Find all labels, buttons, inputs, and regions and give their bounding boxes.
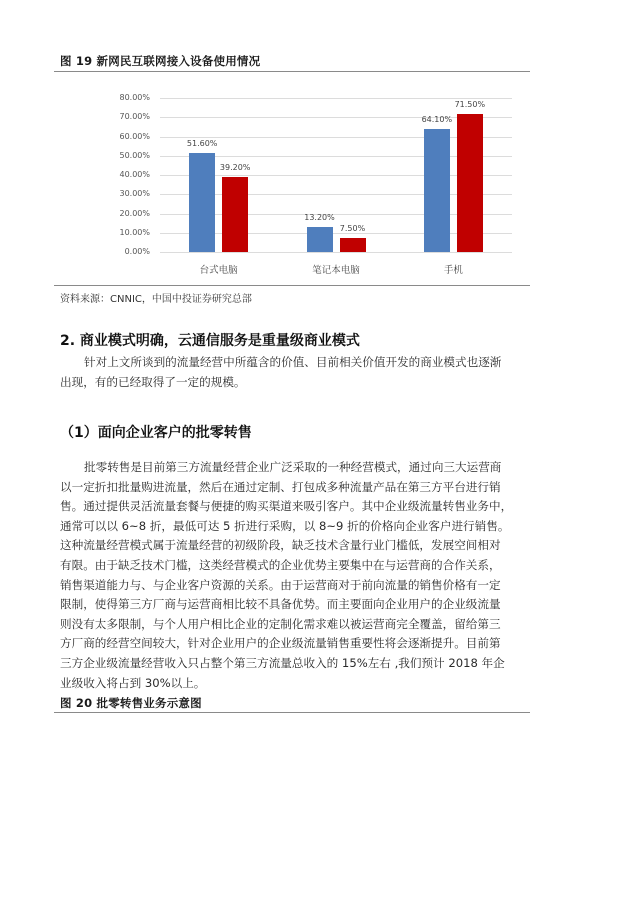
- figure-19-source: 资料来源：CNNIC，中国中投证券研究总部: [60, 294, 252, 305]
- paragraph-line: 限制，使得第三方厂商与运营商相比较不具备优势。而主要面向企业用户的企业级流量: [60, 597, 501, 612]
- data-label: 39.20%: [219, 162, 251, 172]
- paragraph-line: 业级收入将占到 30%以上。: [60, 675, 206, 690]
- data-label: 13.20%: [304, 212, 335, 222]
- data-label: 7.50%: [339, 223, 366, 233]
- figure-19-title-rule: [54, 71, 530, 72]
- figure-20-title-rule: [54, 712, 530, 713]
- x-category-label: 台式电脑: [199, 265, 238, 276]
- bar: [424, 129, 450, 252]
- paragraph-line: 有限。由于缺乏技术门槛，这类经营模式的企业优势主要集中在与运营商的合作关系，: [60, 557, 501, 572]
- y-tick-label: 60.00%: [119, 131, 150, 141]
- bar: [222, 177, 248, 252]
- gridline: [160, 252, 512, 253]
- paragraph-line: 销售渠道能力与、与企业客户资源的关系。由于运营商对于前向流量的销售价格有一定: [60, 577, 501, 592]
- x-category-label: 手机: [443, 265, 463, 276]
- paragraph-line: 三方企业级流量经营收入只占整个第三方流量总收入的 15%左右 ,我们预计 2018 年企: [60, 655, 505, 670]
- y-tick-label: 50.00%: [119, 150, 150, 160]
- gridline: [160, 98, 512, 99]
- paragraph-line: 批零转售是目前第三方流量经营企业广泛采取的一种经营模式，通过向三大运营商: [84, 460, 502, 474]
- bar: [307, 227, 333, 252]
- y-tick-label: 80.00%: [119, 93, 150, 102]
- y-tick-label: 70.00%: [119, 112, 150, 122]
- paragraph-line: 这种流量经营模式属于流量经营的初级阶段，缺乏技术含量行业门槛低，发展空间相对: [60, 538, 501, 553]
- figure-19-title: 图 19 新网民互联网接入设备使用情况: [60, 54, 261, 68]
- section-2-heading: 2. 商业模式明确，云通信服务是重量级商业模式: [60, 333, 360, 349]
- paragraph-line: 售。通过提供灵活流量套餐与便捷的购买渠道来吸引客户。其中企业级流量转售业务中，: [60, 499, 513, 514]
- y-tick-label: 40.00%: [119, 170, 150, 179]
- bar: [189, 153, 215, 252]
- y-tick-label: 0.00%: [124, 247, 150, 256]
- source-rule: [54, 285, 530, 286]
- subsection-1-paragraph: [60, 458, 513, 693]
- subsection-1-heading: （1）面向企业客户的批零转售: [60, 425, 252, 441]
- data-label: 64.10%: [421, 114, 453, 124]
- paragraph-line: 以一定折扣批量购进流量，然后在通过定制、打包成多种流量产品在第三方平台进行销: [60, 479, 501, 494]
- bar-chart: [100, 85, 530, 280]
- paragraph-line: 出现，有的已经取得了一定的规模。: [60, 374, 246, 389]
- section-2-paragraph: [60, 353, 502, 392]
- data-label: 71.50%: [454, 100, 486, 110]
- paragraph-line: 通常可以以 6~8 折，最低可达 5 折进行采购，以 8~9 折的价格向企业客户进行销售。: [60, 518, 510, 533]
- y-tick-label: 30.00%: [119, 189, 150, 199]
- y-tick-label: 20.00%: [119, 208, 150, 218]
- figure-20-title: 图 20 批零转售业务示意图: [60, 696, 202, 710]
- paragraph-line: 方厂商的经营空间较大，针对企业用户的企业级流量销售重要性将会逐渐提升。目前第: [60, 636, 501, 651]
- paragraph-line: 针对上文所谈到的流量经营中所蕴含的价值、目前相关价值开发的商业模式也逐渐: [84, 355, 502, 369]
- bar: [340, 238, 366, 252]
- data-label: 51.60%: [186, 138, 218, 148]
- bar: [457, 114, 483, 252]
- paragraph-line: 则没有太多限制，与个人用户相比企业的定制化需求难以被运营商完全覆盖，留给第三: [60, 616, 501, 631]
- y-tick-label: 10.00%: [119, 227, 150, 237]
- x-category-label: 笔记本电脑: [312, 265, 360, 276]
